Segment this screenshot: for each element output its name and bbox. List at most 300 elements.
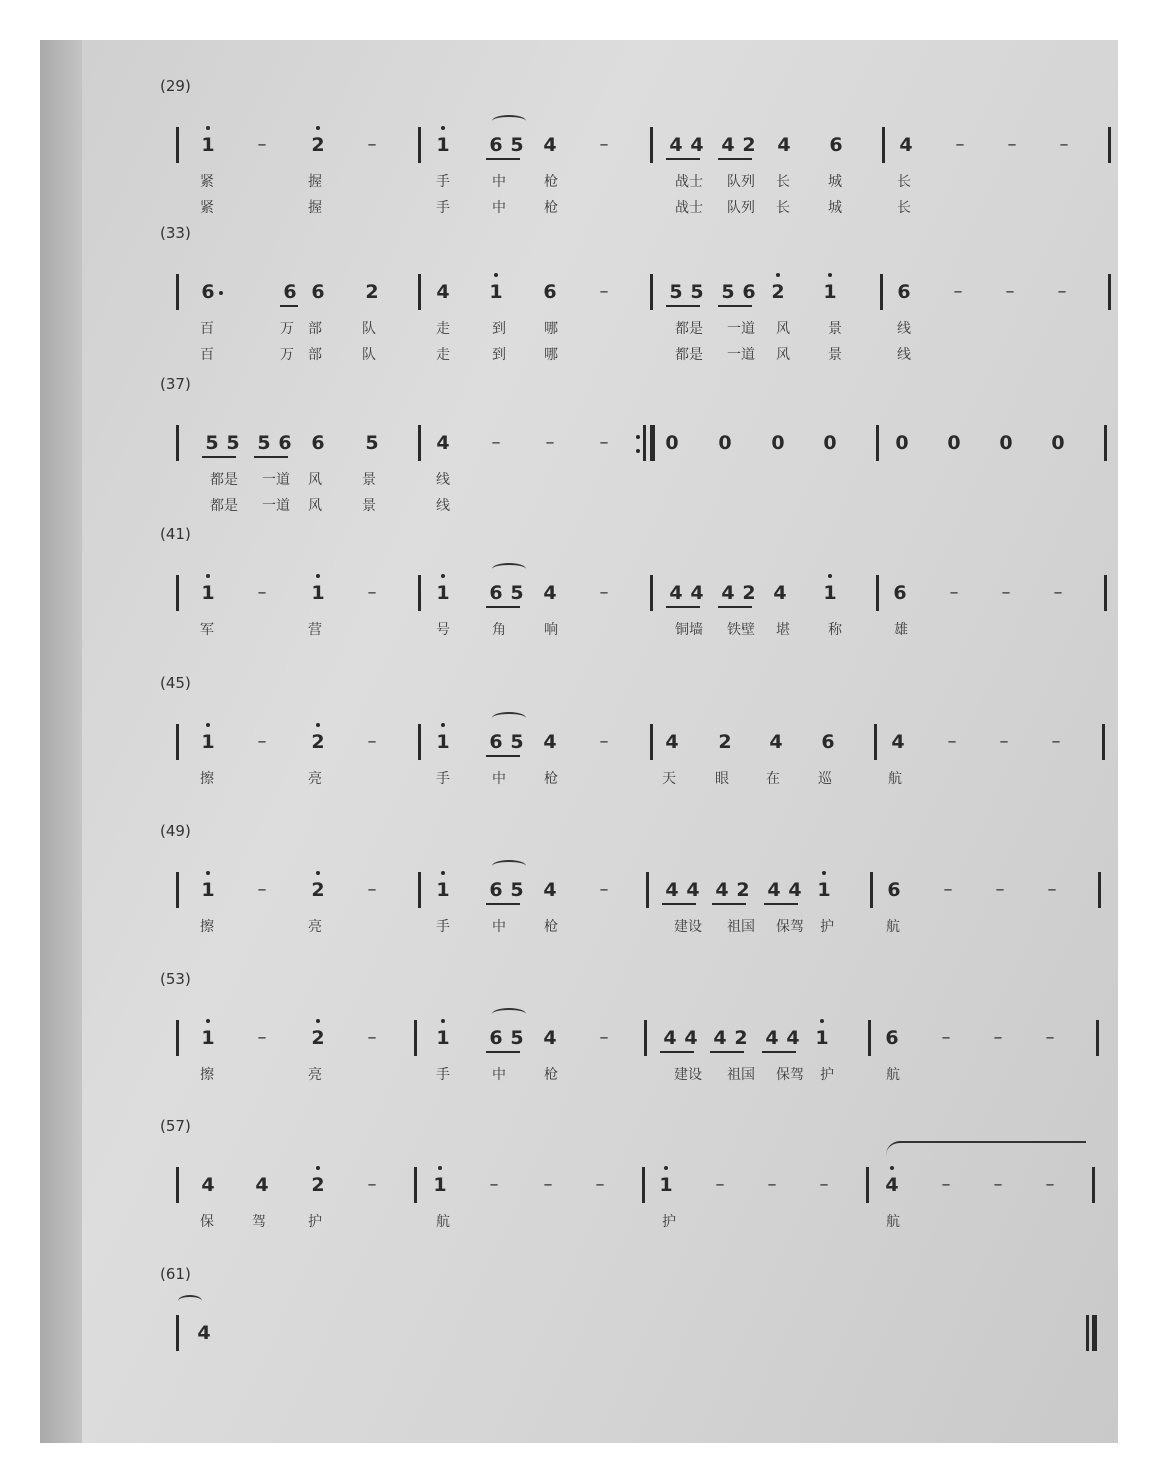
note: 2 [742, 134, 756, 156]
note: 6 [887, 879, 901, 901]
barline [176, 274, 179, 310]
sustain-dash: – [367, 582, 377, 603]
sustain-dash: – [1007, 134, 1017, 155]
lyric-verse2: 城 [828, 200, 842, 216]
eighth-underline [486, 606, 520, 608]
note: 4 [690, 134, 704, 156]
note: 6 [543, 281, 557, 303]
note: 5 [510, 879, 524, 901]
barline [868, 1020, 871, 1056]
lyric: 航 [886, 1214, 900, 1230]
sustain-dash: – [993, 1174, 1003, 1195]
lyric: 部 [308, 321, 322, 337]
sustain-dash: – [949, 582, 959, 603]
lyric: 手 [436, 919, 450, 935]
barline [176, 1020, 179, 1056]
lyric-verse2: 线 [897, 347, 911, 363]
barline [876, 425, 879, 461]
high-octave-dot [206, 871, 210, 875]
lyric: 风 [776, 321, 790, 337]
barline [176, 127, 179, 163]
note: 2 [736, 879, 750, 901]
final-barline [1092, 1315, 1097, 1351]
note: 6 [829, 134, 843, 156]
note: 1 [201, 1027, 215, 1049]
lyric: 称 [828, 622, 842, 638]
note: 0 [665, 432, 679, 454]
sustain-dash: – [491, 432, 501, 453]
note: 0 [771, 432, 785, 454]
note: 6 [742, 281, 756, 303]
lyric: 护 [820, 919, 834, 935]
sustain-dash: – [367, 1027, 377, 1048]
note: 0 [1051, 432, 1065, 454]
note: 4 [713, 1027, 727, 1049]
measure-number: (33) [160, 224, 191, 242]
lyric: 巡 [818, 771, 832, 787]
lyric: 角 [492, 622, 506, 638]
lyric: 驾 [252, 1214, 266, 1230]
note: 4 [669, 134, 683, 156]
note: 4 [765, 1027, 779, 1049]
barline [1086, 1315, 1089, 1351]
eighth-underline [718, 606, 752, 608]
sustain-dash: – [595, 1174, 605, 1195]
barline [418, 425, 421, 461]
lyric-verse2: 风 [308, 498, 322, 514]
sustain-dash: – [1057, 281, 1067, 302]
lyric-verse2: 握 [308, 200, 322, 216]
lyric: 景 [828, 321, 842, 337]
sustain-dash: – [599, 731, 609, 752]
note: 6 [283, 281, 297, 303]
barline [414, 1167, 417, 1203]
sustain-dash: – [1001, 582, 1011, 603]
barline [1102, 724, 1105, 760]
barline [414, 1020, 417, 1056]
high-octave-dot [820, 1019, 824, 1023]
note: 6 [489, 879, 503, 901]
note: 6 [489, 1027, 503, 1049]
barline [1098, 872, 1101, 908]
note: 2 [311, 879, 325, 901]
barline [874, 724, 877, 760]
lyric-verse2: 景 [828, 347, 842, 363]
lyric: 在 [766, 771, 780, 787]
note: 4 [543, 1027, 557, 1049]
note: 4 [777, 134, 791, 156]
note: 4 [543, 582, 557, 604]
note: 4 [543, 134, 557, 156]
lyric-verse2: 一道 [262, 498, 290, 514]
note: 0 [947, 432, 961, 454]
lyric: 百 [200, 321, 214, 337]
tie-arc [492, 712, 526, 724]
lyric: 走 [436, 321, 450, 337]
note: 2 [734, 1027, 748, 1049]
eighth-underline [666, 606, 700, 608]
eighth-underline [662, 903, 696, 905]
tie-arc [178, 1295, 202, 1307]
lyric: 队列 [727, 174, 755, 190]
sustain-dash: – [599, 582, 609, 603]
sustain-dash: – [367, 134, 377, 155]
note: 1 [201, 879, 215, 901]
sustain-dash: – [489, 1174, 499, 1195]
high-octave-dot [441, 574, 445, 578]
eighth-underline [486, 903, 520, 905]
measure-number: (41) [160, 525, 191, 543]
note: 4 [543, 731, 557, 753]
note: 2 [365, 281, 379, 303]
barline [1108, 127, 1111, 163]
eighth-underline [718, 158, 752, 160]
lyric-verse2: 一道 [727, 347, 755, 363]
note: 6 [278, 432, 292, 454]
high-octave-dot [316, 723, 320, 727]
lyric: 长 [897, 174, 911, 190]
note: 1 [817, 879, 831, 901]
lyric: 擦 [200, 1067, 214, 1083]
barline [418, 872, 421, 908]
sustain-dash: – [1059, 134, 1069, 155]
lyric: 号 [436, 622, 450, 638]
note: 4 [721, 582, 735, 604]
eighth-underline [280, 305, 298, 307]
sustain-dash: – [941, 1174, 951, 1195]
lyric: 铁壁 [727, 622, 755, 638]
high-octave-dot [316, 574, 320, 578]
high-octave-dot [316, 871, 320, 875]
note: 4 [663, 1027, 677, 1049]
sustain-dash: – [993, 1027, 1003, 1048]
note: 4 [669, 582, 683, 604]
high-octave-dot [890, 1166, 894, 1170]
lyric: 擦 [200, 919, 214, 935]
lyric: 哪 [544, 321, 558, 337]
sustain-dash: – [715, 1174, 725, 1195]
lyric: 保驾 [776, 1067, 804, 1083]
note: 1 [823, 281, 837, 303]
high-octave-dot [206, 1019, 210, 1023]
barline [418, 724, 421, 760]
lyric: 亮 [308, 1067, 322, 1083]
note: 4 [436, 281, 450, 303]
high-octave-dot [441, 126, 445, 130]
note: 2 [718, 731, 732, 753]
lyric: 战士 [675, 174, 703, 190]
sustain-dash: – [943, 879, 953, 900]
barline [650, 274, 653, 310]
high-octave-dot [316, 1166, 320, 1170]
barline [643, 425, 646, 461]
lyric: 营 [308, 622, 322, 638]
note: 1 [823, 582, 837, 604]
lyric-verse2: 紧 [200, 200, 214, 216]
note: 1 [436, 879, 450, 901]
high-octave-dot [664, 1166, 668, 1170]
note: 4 [255, 1174, 269, 1196]
eighth-underline [764, 903, 798, 905]
note: 4 [665, 731, 679, 753]
barline [642, 1167, 645, 1203]
high-octave-dot [494, 273, 498, 277]
note: 4 [715, 879, 729, 901]
note: 6 [897, 281, 911, 303]
note: 4 [197, 1322, 211, 1344]
note: 5 [510, 1027, 524, 1049]
barline [650, 127, 653, 163]
lyric: 护 [308, 1214, 322, 1230]
sustain-dash: – [257, 731, 267, 752]
sustain-dash: – [599, 432, 609, 453]
sustain-dash: – [1047, 879, 1057, 900]
lyric: 响 [544, 622, 558, 638]
lyric-verse2: 景 [362, 498, 376, 514]
high-octave-dot [441, 1019, 445, 1023]
lyric: 枪 [544, 919, 558, 935]
lyric-verse2: 到 [492, 347, 506, 363]
sustain-dash: – [819, 1174, 829, 1195]
note: 6 [489, 731, 503, 753]
high-octave-dot [441, 871, 445, 875]
eighth-underline [710, 1051, 744, 1053]
lyric: 都是 [210, 472, 238, 488]
barline [176, 724, 179, 760]
lyric-verse2: 队 [362, 347, 376, 363]
note: 4 [891, 731, 905, 753]
repeat-dot [636, 435, 640, 439]
page-edge-shadow [40, 40, 82, 1443]
eighth-underline [666, 158, 700, 160]
lyric-verse2: 都是 [675, 347, 703, 363]
high-octave-dot [822, 871, 826, 875]
lyric: 保驾 [776, 919, 804, 935]
eighth-underline [486, 1051, 520, 1053]
note: 6 [885, 1027, 899, 1049]
barline [866, 1167, 869, 1203]
sustain-dash: – [257, 879, 267, 900]
high-octave-dot [206, 126, 210, 130]
note: 5 [226, 432, 240, 454]
measure-number: (57) [160, 1117, 191, 1135]
lyric: 雄 [894, 622, 908, 638]
barline [1104, 425, 1107, 461]
high-octave-dot [316, 126, 320, 130]
note: 4 [665, 879, 679, 901]
note: 1 [436, 134, 450, 156]
sustain-dash: – [1051, 731, 1061, 752]
lyric: 中 [492, 174, 506, 190]
barline [880, 274, 883, 310]
sustain-dash: – [941, 1027, 951, 1048]
eighth-underline [486, 158, 520, 160]
note: 6 [311, 281, 325, 303]
high-octave-dot [438, 1166, 442, 1170]
note: 6 [489, 582, 503, 604]
note: 5 [510, 134, 524, 156]
barline [176, 1315, 179, 1351]
lyric: 堪 [776, 622, 790, 638]
lyric: 中 [492, 771, 506, 787]
lyric: 紧 [200, 174, 214, 190]
barline [650, 575, 653, 611]
sustain-dash: – [367, 731, 377, 752]
sustain-dash: – [947, 731, 957, 752]
sustain-dash: – [999, 731, 1009, 752]
lyric-verse2: 战士 [675, 200, 703, 216]
high-octave-dot [441, 723, 445, 727]
barline [1108, 274, 1111, 310]
lyric: 手 [436, 1067, 450, 1083]
eighth-underline [718, 305, 752, 307]
high-octave-dot [828, 273, 832, 277]
note: 5 [690, 281, 704, 303]
lyric-verse2: 队列 [727, 200, 755, 216]
note: 4 [899, 134, 913, 156]
lyric: 护 [662, 1214, 676, 1230]
measure-number: (45) [160, 674, 191, 692]
lyric-verse2: 风 [776, 347, 790, 363]
sustain-dash: – [367, 879, 377, 900]
note: 5 [510, 731, 524, 753]
note: 2 [771, 281, 785, 303]
barline [650, 724, 653, 760]
tie-arc [492, 115, 526, 127]
note: 5 [257, 432, 271, 454]
lyric: 线 [897, 321, 911, 337]
note: 2 [311, 731, 325, 753]
note: 6 [821, 731, 835, 753]
sustain-dash: – [955, 134, 965, 155]
lyric: 眼 [715, 771, 729, 787]
high-octave-dot [206, 574, 210, 578]
note: 1 [201, 582, 215, 604]
lyric: 风 [308, 472, 322, 488]
lyric: 航 [888, 771, 902, 787]
lyric: 一道 [262, 472, 290, 488]
lyric: 亮 [308, 771, 322, 787]
measure-number: (61) [160, 1265, 191, 1283]
note: 4 [885, 1174, 899, 1196]
sustain-dash: – [599, 281, 609, 302]
eighth-underline [762, 1051, 796, 1053]
eighth-underline [712, 903, 746, 905]
barline [176, 872, 179, 908]
lyric: 都是 [675, 321, 703, 337]
tie-arc [492, 563, 526, 575]
note: 1 [201, 134, 215, 156]
lyric-verse2: 手 [436, 200, 450, 216]
lyric: 手 [436, 771, 450, 787]
barline [418, 274, 421, 310]
lyric: 建设 [674, 1067, 702, 1083]
lyric: 线 [436, 472, 450, 488]
note: 1 [659, 1174, 673, 1196]
note: 0 [718, 432, 732, 454]
lyric: 军 [200, 622, 214, 638]
lyric: 护 [820, 1067, 834, 1083]
final-barline [650, 425, 655, 461]
lyric: 队 [362, 321, 376, 337]
high-octave-dot [828, 574, 832, 578]
note: 0 [999, 432, 1013, 454]
lyric: 祖国 [727, 1067, 755, 1083]
note: 5 [510, 582, 524, 604]
note: 1 [201, 731, 215, 753]
measure-number: (29) [160, 77, 191, 95]
note: 5 [365, 432, 379, 454]
lyric-verse2: 哪 [544, 347, 558, 363]
note: 6 [893, 582, 907, 604]
note: 1 [436, 731, 450, 753]
eighth-underline [666, 305, 700, 307]
high-octave-dot [776, 273, 780, 277]
note: 4 [773, 582, 787, 604]
note: 0 [895, 432, 909, 454]
note: 6 [311, 432, 325, 454]
lyric: 枪 [544, 771, 558, 787]
sustain-dash: – [599, 134, 609, 155]
barline [870, 872, 873, 908]
note: 6 [489, 134, 503, 156]
sustain-dash: – [257, 582, 267, 603]
lyric-verse2: 中 [492, 200, 506, 216]
note: 1 [436, 1027, 450, 1049]
note: 4 [201, 1174, 215, 1196]
eighth-underline [254, 456, 288, 458]
note: 4 [543, 879, 557, 901]
sustain-dash: – [599, 1027, 609, 1048]
lyric-verse2: 长 [897, 200, 911, 216]
barline [418, 575, 421, 611]
lyric: 擦 [200, 771, 214, 787]
long-tie-arc [886, 1141, 1086, 1157]
lyric: 万 [280, 321, 294, 337]
lyric: 到 [492, 321, 506, 337]
repeat-dot [636, 449, 640, 453]
lyric: 中 [492, 919, 506, 935]
note: 4 [721, 134, 735, 156]
note: 4 [767, 879, 781, 901]
lyric: 铜墙 [675, 622, 703, 638]
lyric: 握 [308, 174, 322, 190]
lyric-verse2: 走 [436, 347, 450, 363]
sustain-dash: – [1045, 1027, 1055, 1048]
note: 1 [433, 1174, 447, 1196]
sustain-dash: – [599, 879, 609, 900]
eighth-underline [660, 1051, 694, 1053]
lyric: 枪 [544, 1067, 558, 1083]
lyric-verse2: 万 [280, 347, 294, 363]
note: 4 [436, 432, 450, 454]
note: 4 [686, 879, 700, 901]
sustain-dash: – [257, 1027, 267, 1048]
note: 1 [489, 281, 503, 303]
lyric: 中 [492, 1067, 506, 1083]
note: 1 [436, 582, 450, 604]
sustain-dash: – [367, 1174, 377, 1195]
lyric: 城 [828, 174, 842, 190]
barline [418, 127, 421, 163]
note: 5 [669, 281, 683, 303]
barline [644, 1020, 647, 1056]
note: 2 [311, 1174, 325, 1196]
sustain-dash: – [995, 879, 1005, 900]
barline [646, 872, 649, 908]
lyric: 长 [776, 174, 790, 190]
lyric: 祖国 [727, 919, 755, 935]
